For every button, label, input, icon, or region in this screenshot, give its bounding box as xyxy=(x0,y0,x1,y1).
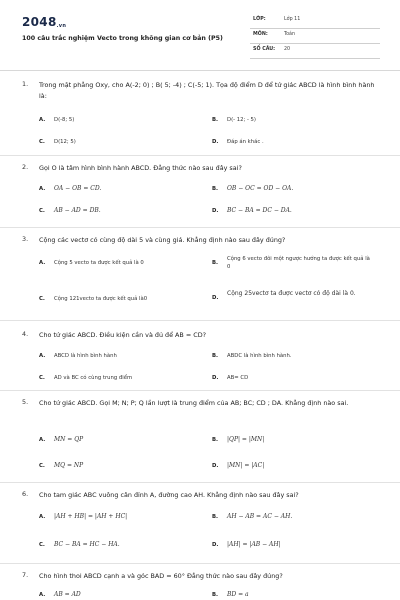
question-text: Gọi O là tâm hình bình hành ABCD. Đẳng thức nào sau đây sai? xyxy=(39,164,242,172)
question-divider xyxy=(0,390,400,391)
question-number: 5. xyxy=(22,398,29,406)
meta-table xyxy=(250,14,380,59)
question-divider xyxy=(0,155,400,156)
meta-value: Lớp 11 xyxy=(284,17,301,22)
document-title: 100 câu trắc nghiệm Vecto trong không gian cơ bản (P5) xyxy=(22,35,223,42)
question-number: 6. xyxy=(22,490,29,498)
question-divider xyxy=(0,227,400,228)
meta-row-subject xyxy=(250,29,380,44)
meta-label: SỐ CÂU: xyxy=(253,47,276,52)
question-number: 4. xyxy=(22,330,29,338)
meta-label: LỚP: xyxy=(253,17,266,22)
meta-value: Toán xyxy=(284,32,296,37)
question-text: Cộng các vectơ có cùng độ dài 5 và cùng giá. Khẳng định nào sau đây đúng? xyxy=(39,236,286,244)
question-text: Trong mặt phẳng Oxy, cho A(-2; 0) ; B( 5; -4) ; C(-5; 1). Tọa độ điểm D để tứ giác ABCD là hình bình hành là: xyxy=(39,81,375,100)
header xyxy=(0,0,400,64)
question-number: 3. xyxy=(22,235,29,243)
question-text: Cho tứ giác ABCD. Gọi M; N; P; Q lần lượt là trung điểm của AB; BC; CD ; DA. Khẳng định nào sai. xyxy=(39,399,349,407)
question-number: 2. xyxy=(22,163,29,171)
question-number: 7. xyxy=(22,571,29,579)
question-divider xyxy=(0,320,400,321)
header-divider xyxy=(0,70,400,71)
meta-label: MÔN: xyxy=(253,32,268,37)
question-text: Cho tam giác ABC vuông cân đỉnh A, đường cao AH. Khẳng định nào sau đây sai? xyxy=(39,491,299,499)
question-divider xyxy=(0,482,400,483)
question-divider xyxy=(0,563,400,564)
site-logo[interactable]: 2048.vn xyxy=(22,15,67,29)
meta-row-count xyxy=(250,44,380,59)
question-text: Cho hình thoi ABCD cạnh a và góc BAD = 60° Đẳng thức nào sau đây đúng? xyxy=(39,572,283,580)
meta-row-class xyxy=(250,14,380,29)
document-page: 2048.vn 100 câu trắc nghiệm Vecto trong không gian cơ bản (P5) LỚP: Lớp 11 MÔN: Toán SỐ CÂU: 20 1. Trong mặt phẳng Oxy, cho A(-2; 0) ; B( 5; -4) ; C(-5; 1). Tọa độ điểm D để tứ giác ABCD là hình bình hành là: A. D(-8; 5) B. D(- 12; - 5) C. D(12; 5) D. Đáp án khác . 2. Gọi O là tâm hình bình hành ABCD. Đẳng thức nào sau đây sai? A. OA − OB = CD. B. OB − OC = OD − OA. C. AB − AD = DB. D. BC − BA = DC − DA. 3. Cộng các vectơ có cùng độ dài 5 và cùng giá. Khẳng định nào sau đây đúng? A. Cộng 5 vecto ta được kết quả là 0 B. Cộng 6 vecto đôi một ngược hướng ta được kết quả là 0 C. Cộng 121vecto ta được kết quả là0 D. Cộng 25vectơ ta được vectơ có độ dài là 0. 4. Cho tứ giác ABCD. Điều kiện cần và đủ để AB = CD? A. ABCD là hình bình hành B. ABDC là hình bình hành. C. AD và BC có cùng trung điểm D. AB= CD 5. Cho tứ giác ABCD. Gọi M; N; P; Q lần lượt là trung điểm của AB; BC; CD ; DA. Khẳng định nào sai. A. MN = QP B. |QP| = |MN| C. MQ = NP D. |MN| = |AC| 6. Cho tam giác ABC vuông cân đỉnh A, đường cao AH. Khẳng định nào sau đây sai? A. |AH + HB| = |AH + HC| B. AH − AB = AC − AH. C. BC − BA = HC − HA. D. |AH| = |AB − AH| 7. Cho hình thoi ABCD cạnh a và góc BAD = 60° Đẳng thức nào sau đây đúng? A. AB = AD B. BD = a xyxy=(0,0,400,600)
question-number: 1. xyxy=(22,80,29,88)
meta-value: 20 xyxy=(284,47,291,52)
question-text: Cho tứ giác ABCD. Điều kiện cần và đủ để AB = CD? xyxy=(39,331,207,339)
